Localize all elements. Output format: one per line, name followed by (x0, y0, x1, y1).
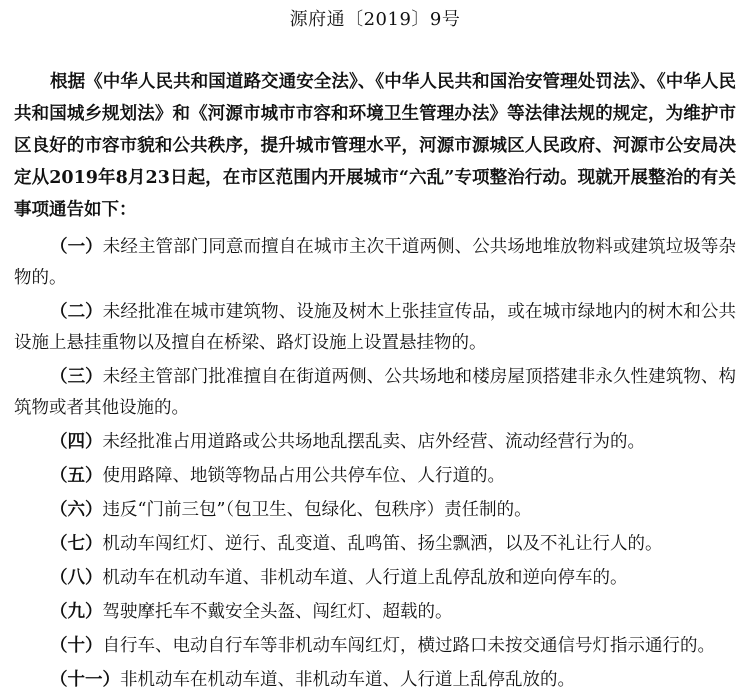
item-text: 机动车闯红灯、逆行、乱变道、乱鸣笛、扬尘飘洒，以及不礼让行人的。 (102, 534, 663, 554)
item-number: （四） (50, 432, 103, 452)
item-text: 违反“门前三包”（包卫生、包绿化、包秩序）责任制的。 (102, 500, 532, 520)
item-number: （八） (50, 568, 103, 588)
item-number: （二） (50, 302, 103, 322)
item-number: （十） (50, 636, 103, 656)
list-item (14, 529, 736, 560)
item-number: （一） (50, 237, 103, 257)
item-list (14, 232, 736, 696)
intro-paragraph: 根据《中华人民共和国道路交通安全法》、《中华人民共和国治安管理处罚法》、《中华人民共和国城乡规划法》和《河源市城市市容和环境卫生管理办法》等法律法规的规定，为维护市区良好的市容市貌和公共秩序，提升城市管理水平，河源市源城区人民政府、河源市公安局决定从2019年8月23日起，在市区范围内开展城市“六乱”专项整治行动。现就开展整治的有关事项通告如下： (14, 72, 736, 220)
item-text: 使用路障、地锁等物品占用公共停车位、人行道的。 (102, 466, 505, 486)
list-item (14, 297, 736, 359)
document-number: 源府通〔2019〕9号 (289, 9, 461, 30)
item-text: 自行车、电动自行车等非机动车闯红灯，横过路口未按交通信号灯指示通行的。 (102, 636, 715, 656)
item-number: （九） (50, 602, 103, 622)
item-number: （五） (50, 466, 103, 486)
item-text: 未经主管部门批准擅自在街道两侧、公共场地和楼房屋顶搭建非永久性建筑物、构筑物或者其他设施的。 (14, 367, 737, 418)
item-text: 未经主管部门同意而擅自在城市主次干道两侧、公共场地堆放物料或建筑垃圾等杂物的。 (14, 237, 737, 288)
list-item (14, 362, 736, 424)
item-number: （十一） (50, 670, 120, 690)
item-text: 驾驶摩托车不戴安全头盔、闯红灯、超载的。 (102, 602, 453, 622)
item-text: 未经批准在城市建筑物、设施及树木上张挂宣传品，或在城市绿地内的树木和公共设施上悬挂重物以及擅自在桥梁、路灯设施上设置悬挂物的。 (14, 302, 737, 353)
list-item (14, 427, 736, 458)
item-number: （六） (50, 500, 103, 520)
item-number: （七） (50, 534, 103, 554)
item-text: 机动车在机动车道、非机动车道、人行道上乱停乱放和逆向停车的。 (102, 568, 628, 588)
list-item (14, 495, 736, 526)
list-item (14, 665, 736, 696)
list-item (14, 597, 736, 628)
list-item (14, 232, 736, 294)
list-item (14, 461, 736, 492)
item-text: 未经批准占用道路或公共场地乱摆乱卖、店外经营、流动经营行为的。 (102, 432, 645, 452)
item-number: （三） (50, 367, 103, 387)
list-item (14, 563, 736, 594)
list-item (14, 631, 736, 662)
item-text: 非机动车在机动车道、非机动车道、人行道上乱停乱放的。 (120, 670, 575, 690)
